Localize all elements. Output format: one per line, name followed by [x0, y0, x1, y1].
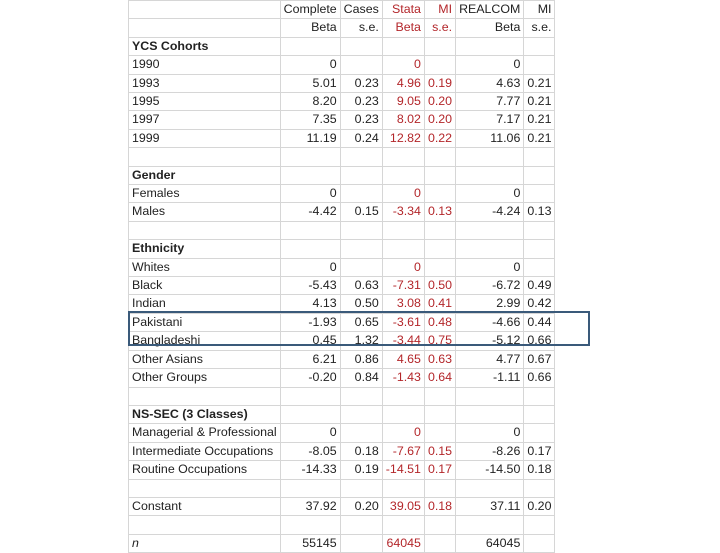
empty-cell [456, 221, 524, 239]
row-label: n [129, 534, 281, 552]
section-heading: NS-SEC (3 Classes) [129, 405, 281, 423]
value-cell [340, 258, 382, 276]
value-cell [524, 424, 555, 442]
empty-cell [280, 479, 340, 497]
value-cell: 11.19 [280, 129, 340, 147]
empty-cell [280, 37, 340, 55]
value-cell: 0 [382, 424, 424, 442]
row-label: Males [129, 203, 281, 221]
table-row [129, 295, 555, 313]
value-cell: -4.66 [456, 313, 524, 331]
row-label: Whites [129, 258, 281, 276]
table-row [129, 277, 555, 295]
empty-cell [280, 221, 340, 239]
value-cell: 0.21 [524, 111, 555, 129]
empty-cell [456, 240, 524, 258]
value-cell: 0.18 [524, 461, 555, 479]
header-cell: s.e. [524, 19, 555, 37]
empty-cell [524, 387, 555, 405]
table-row [129, 479, 555, 497]
value-cell: 4.77 [456, 350, 524, 368]
value-cell: 0 [280, 258, 340, 276]
value-cell: 37.11 [456, 497, 524, 515]
row-label: Pakistani [129, 313, 281, 331]
value-cell: -0.20 [280, 369, 340, 387]
value-cell: 4.63 [456, 74, 524, 92]
table-row [129, 332, 555, 350]
header-cell [129, 1, 281, 19]
table-row [129, 516, 555, 534]
value-cell: -8.26 [456, 442, 524, 460]
value-cell: 5.01 [280, 74, 340, 92]
value-cell: -4.24 [456, 203, 524, 221]
value-cell: 7.77 [456, 93, 524, 111]
empty-cell [524, 166, 555, 184]
header-row-1 [129, 1, 555, 19]
value-cell: 6.21 [280, 350, 340, 368]
table-row [129, 313, 555, 331]
empty-cell [524, 37, 555, 55]
row-label: Bangladeshi [129, 332, 281, 350]
value-cell: 0 [456, 56, 524, 74]
empty-cell [524, 221, 555, 239]
value-cell: 8.20 [280, 93, 340, 111]
table-row [129, 185, 555, 203]
empty-cell [280, 405, 340, 423]
value-cell: 0.86 [340, 350, 382, 368]
value-cell: 0.50 [340, 295, 382, 313]
empty-cell [340, 240, 382, 258]
value-cell: -6.72 [456, 277, 524, 295]
value-cell: 0.20 [424, 93, 455, 111]
value-cell: 7.35 [280, 111, 340, 129]
row-label: Indian [129, 295, 281, 313]
empty-cell [424, 37, 455, 55]
value-cell: 0.49 [524, 277, 555, 295]
row-label: 1995 [129, 93, 281, 111]
empty-cell [280, 516, 340, 534]
value-cell [524, 56, 555, 74]
empty-cell [340, 148, 382, 166]
value-cell: 4.13 [280, 295, 340, 313]
value-cell: 0.48 [424, 313, 455, 331]
empty-cell [424, 387, 455, 405]
row-label: 1999 [129, 129, 281, 147]
empty-cell [382, 516, 424, 534]
row-label: 1997 [129, 111, 281, 129]
value-cell: -14.33 [280, 461, 340, 479]
header-cell: Beta [280, 19, 340, 37]
value-cell: 0.64 [424, 369, 455, 387]
empty-cell [456, 37, 524, 55]
empty-cell [524, 405, 555, 423]
table-row [129, 129, 555, 147]
value-cell: 0.21 [524, 74, 555, 92]
value-cell: 3.08 [382, 295, 424, 313]
empty-cell [340, 37, 382, 55]
value-cell: 7.17 [456, 111, 524, 129]
value-cell: 0 [456, 258, 524, 276]
row-label: Females [129, 185, 281, 203]
value-cell: 0 [456, 185, 524, 203]
table-row [129, 148, 555, 166]
empty-cell [280, 148, 340, 166]
table-row [129, 240, 555, 258]
empty-cell [129, 387, 281, 405]
empty-cell [280, 240, 340, 258]
empty-cell [424, 240, 455, 258]
value-cell: 0 [280, 56, 340, 74]
row-label: Constant [129, 497, 281, 515]
value-cell: -3.44 [382, 332, 424, 350]
value-cell: 12.82 [382, 129, 424, 147]
empty-cell [129, 221, 281, 239]
value-cell [340, 185, 382, 203]
value-cell: 0.84 [340, 369, 382, 387]
table-row [129, 424, 555, 442]
value-cell: 0.44 [524, 313, 555, 331]
table-row [129, 203, 555, 221]
value-cell: -5.12 [456, 332, 524, 350]
value-cell: 0.21 [524, 129, 555, 147]
empty-cell [456, 516, 524, 534]
empty-cell [424, 516, 455, 534]
empty-cell [382, 405, 424, 423]
header-cell: Cases [340, 1, 382, 19]
value-cell [424, 424, 455, 442]
empty-cell [382, 166, 424, 184]
empty-cell [382, 387, 424, 405]
value-cell: -3.61 [382, 313, 424, 331]
empty-cell [382, 221, 424, 239]
value-cell: 0.13 [424, 203, 455, 221]
value-cell: 0.67 [524, 350, 555, 368]
value-cell: 0.20 [340, 497, 382, 515]
empty-cell [340, 221, 382, 239]
header-cell: MI [424, 1, 455, 19]
value-cell: 0.65 [340, 313, 382, 331]
value-cell [424, 534, 455, 552]
value-cell: 0.15 [340, 203, 382, 221]
value-cell [424, 56, 455, 74]
table-row [129, 461, 555, 479]
empty-cell [129, 516, 281, 534]
value-cell: 2.99 [456, 295, 524, 313]
value-cell: -8.05 [280, 442, 340, 460]
row-label: Other Groups [129, 369, 281, 387]
value-cell: 0.42 [524, 295, 555, 313]
value-cell: -1.93 [280, 313, 340, 331]
value-cell: 0 [280, 424, 340, 442]
value-cell: 0.19 [340, 461, 382, 479]
header-cell: Stata [382, 1, 424, 19]
table-row [129, 111, 555, 129]
value-cell: 0.17 [424, 461, 455, 479]
empty-cell [129, 479, 281, 497]
empty-cell [524, 148, 555, 166]
value-cell [340, 534, 382, 552]
section-heading: Gender [129, 166, 281, 184]
empty-cell [456, 166, 524, 184]
value-cell: 0.66 [524, 332, 555, 350]
empty-cell [456, 387, 524, 405]
empty-cell [456, 405, 524, 423]
value-cell: -4.42 [280, 203, 340, 221]
value-cell: 0 [280, 185, 340, 203]
header-cell: Complete [280, 1, 340, 19]
table-row [129, 56, 555, 74]
empty-cell [524, 240, 555, 258]
value-cell: 0.24 [340, 129, 382, 147]
value-cell: 39.05 [382, 497, 424, 515]
row-label: 1990 [129, 56, 281, 74]
empty-cell [340, 479, 382, 497]
value-cell: -3.34 [382, 203, 424, 221]
header-cell: s.e. [424, 19, 455, 37]
table-row [129, 387, 555, 405]
row-label: Routine Occupations [129, 461, 281, 479]
value-cell: 0 [382, 56, 424, 74]
value-cell [524, 258, 555, 276]
empty-cell [340, 516, 382, 534]
table-row [129, 166, 555, 184]
value-cell: 8.02 [382, 111, 424, 129]
value-cell: 0 [382, 258, 424, 276]
value-cell [424, 185, 455, 203]
row-label: Black [129, 277, 281, 295]
header-cell: Beta [382, 19, 424, 37]
value-cell [340, 56, 382, 74]
value-cell [424, 258, 455, 276]
value-cell: 0.22 [424, 129, 455, 147]
regression-table [128, 0, 555, 553]
table-row [129, 37, 555, 55]
value-cell: 0.23 [340, 74, 382, 92]
empty-cell [456, 148, 524, 166]
table-row [129, 442, 555, 460]
value-cell: 0 [382, 185, 424, 203]
value-cell: 0.41 [424, 295, 455, 313]
value-cell: 0.17 [524, 442, 555, 460]
empty-cell [129, 148, 281, 166]
empty-cell [424, 479, 455, 497]
header-cell: Beta [456, 19, 524, 37]
empty-cell [280, 166, 340, 184]
header-row-2 [129, 19, 555, 37]
row-label: Intermediate Occupations [129, 442, 281, 460]
empty-cell [424, 148, 455, 166]
value-cell: 0.20 [524, 497, 555, 515]
empty-cell [280, 387, 340, 405]
value-cell: 0.20 [424, 111, 455, 129]
value-cell: -14.51 [382, 461, 424, 479]
header-cell: REALCOM [456, 1, 524, 19]
empty-cell [382, 37, 424, 55]
row-label: Other Asians [129, 350, 281, 368]
table-row [129, 93, 555, 111]
value-cell: -5.43 [280, 277, 340, 295]
header-cell [129, 19, 281, 37]
row-label: 1993 [129, 74, 281, 92]
value-cell: -7.67 [382, 442, 424, 460]
value-cell: 0.19 [424, 74, 455, 92]
value-cell: 64045 [382, 534, 424, 552]
value-cell: 0.13 [524, 203, 555, 221]
table-row [129, 221, 555, 239]
value-cell: 1.32 [340, 332, 382, 350]
empty-cell [340, 405, 382, 423]
value-cell: 0.18 [424, 497, 455, 515]
value-cell: 0.50 [424, 277, 455, 295]
empty-cell [340, 387, 382, 405]
value-cell: 0.75 [424, 332, 455, 350]
value-cell: 0.23 [340, 111, 382, 129]
value-cell: 0 [456, 424, 524, 442]
table-row [129, 369, 555, 387]
value-cell: 0.66 [524, 369, 555, 387]
value-cell: 0.63 [340, 277, 382, 295]
value-cell: 4.65 [382, 350, 424, 368]
table-row [129, 74, 555, 92]
empty-cell [524, 479, 555, 497]
header-cell: s.e. [340, 19, 382, 37]
value-cell: 0.23 [340, 93, 382, 111]
value-cell [524, 185, 555, 203]
value-cell: 0.15 [424, 442, 455, 460]
value-cell: 37.92 [280, 497, 340, 515]
empty-cell [424, 405, 455, 423]
value-cell: 0.45 [280, 332, 340, 350]
empty-cell [382, 148, 424, 166]
empty-cell [456, 479, 524, 497]
value-cell: 0.21 [524, 93, 555, 111]
table-row [129, 405, 555, 423]
header-cell: MI [524, 1, 555, 19]
empty-cell [424, 221, 455, 239]
value-cell: -7.31 [382, 277, 424, 295]
table-row [129, 497, 555, 515]
value-cell: -1.11 [456, 369, 524, 387]
value-cell: 0.18 [340, 442, 382, 460]
empty-cell [424, 166, 455, 184]
value-cell: 0.63 [424, 350, 455, 368]
empty-cell [524, 516, 555, 534]
empty-cell [340, 166, 382, 184]
value-cell [524, 534, 555, 552]
value-cell [340, 424, 382, 442]
value-cell: -1.43 [382, 369, 424, 387]
row-label: Managerial & Professional [129, 424, 281, 442]
table-row [129, 258, 555, 276]
empty-cell [382, 479, 424, 497]
table-row [129, 534, 555, 552]
empty-cell [382, 240, 424, 258]
value-cell: 11.06 [456, 129, 524, 147]
value-cell: 4.96 [382, 74, 424, 92]
section-heading: YCS Cohorts [129, 37, 281, 55]
value-cell: 64045 [456, 534, 524, 552]
value-cell: 55145 [280, 534, 340, 552]
section-heading: Ethnicity [129, 240, 281, 258]
value-cell: -14.50 [456, 461, 524, 479]
value-cell: 9.05 [382, 93, 424, 111]
table-row [129, 350, 555, 368]
